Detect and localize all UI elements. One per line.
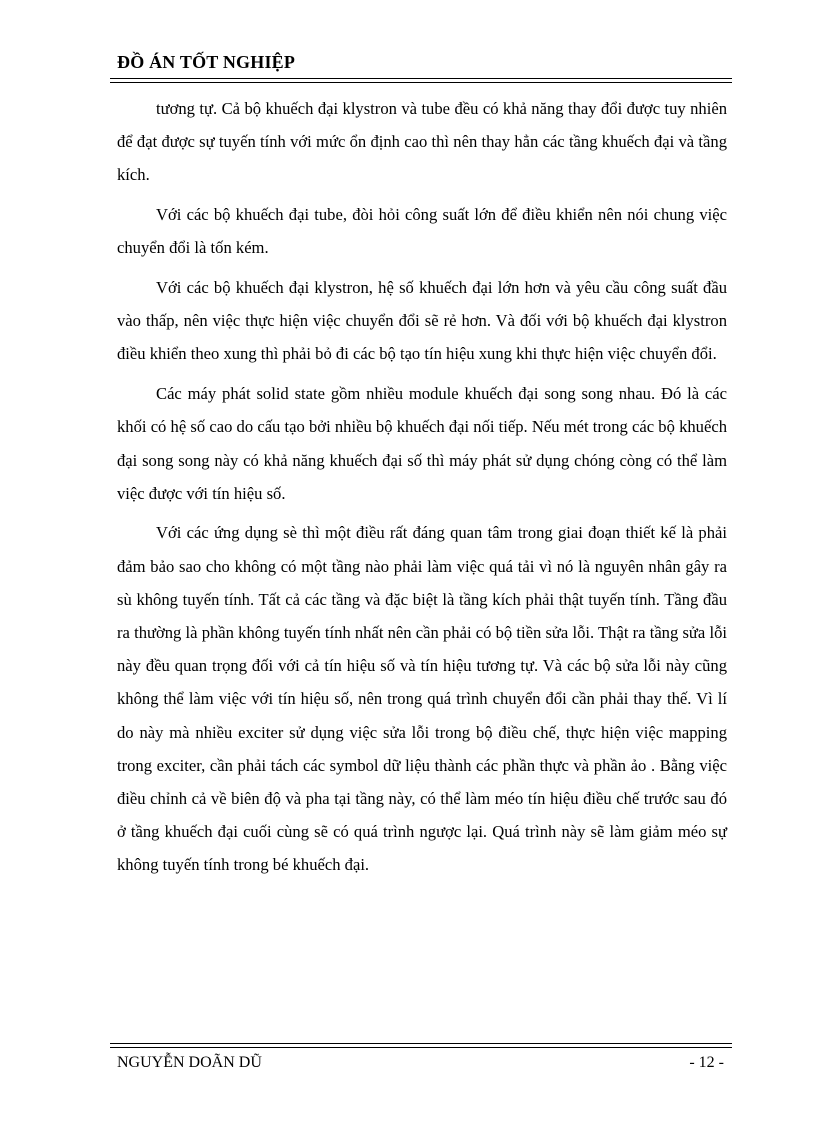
page-number: - 12 - bbox=[689, 1054, 724, 1071]
paragraph: Với các ứng dụng sè thì một điều rất đáng quan tâm trong giai đoạn thiết kế là phải đảm bảo sao cho không có một tầng nào phải làm việc quá tải vì nó là nguyên nhân gây ra sù không tuyến tính. Tất cả các tầng và đặc biệt là tầng kích phải thật tuyến tính. Tầng đầu ra thường là phần không tuyến tính nhất nên cần phải có bộ tiền sửa lỗi. Thật ra tầng sửa lỗi này đều quan trọng đối với cả tín hiệu số và tín hiệu tương tự. Và các bộ sửa lỗi này cũng không thể làm việc với tín hiệu số, nên trong quá trình chuyển đổi cần phải thay thế. Vì lí do này mà nhiều exciter sử dụng việc sửa lỗi trong bộ điều chế, thực hiện việc mapping trong exciter, cần phải tách các symbol dữ liệu thành các phần thực và phần ảo . Bằng việc điều chỉnh cả về biên độ và pha tại tầng này, có thể làm méo tín hiệu điều chế trước sau đó ở tầng khuếch đại cuối cùng sẽ có quá trình ngược lại. Quá trình này sẽ làm giảm méo sự không tuyến tính trong bé khuếch đại. bbox=[117, 523, 727, 875]
paragraph: Các máy phát solid state gồm nhiều module khuếch đại song song nhau. Đó là các khối có hệ số cao do cấu tạo bởi nhiều bộ khuếch đại nối tiếp. Nếu mét trong các bộ khuếch đại song song này có khả năng khuếch đại số thì máy phát sử dụng chóng còng có thể làm việc được với tín hiệu số. bbox=[117, 384, 727, 503]
paragraph: tương tự. Cả bộ khuếch đại klystron và tube đều có khả năng thay đổi được tuy nhiên để đạt được sự tuyến tính với mức ổn định cao thì nên thay hẳn các tầng khuếch đại và tầng kích. bbox=[117, 99, 727, 185]
paragraph: Với các bộ khuếch đại tube, đòi hỏi công suất lớn để điều khiển nên nói chung việc chuyển đổi là tốn kém. bbox=[117, 205, 727, 258]
document-body bbox=[117, 92, 727, 888]
footer-divider bbox=[110, 1043, 732, 1048]
document-header-title: ĐỒ ÁN TỐT NGHIỆP bbox=[117, 52, 296, 72]
header-divider bbox=[110, 78, 732, 83]
footer-author: NGUYỄN DOÃN DŨ bbox=[117, 1054, 262, 1071]
paragraph: Với các bộ khuếch đại klystron, hệ số khuếch đại lớn hơn và yêu cầu công suất đầu vào thấp, nên việc thực hiện việc chuyển đổi sẽ rẻ hơn. Và đối với bộ khuếch đại klystron điều khiển theo xung thì phải bỏ đi các bộ tạo tín hiệu xung khi thực hiện việc chuyển đổi. bbox=[117, 278, 727, 364]
